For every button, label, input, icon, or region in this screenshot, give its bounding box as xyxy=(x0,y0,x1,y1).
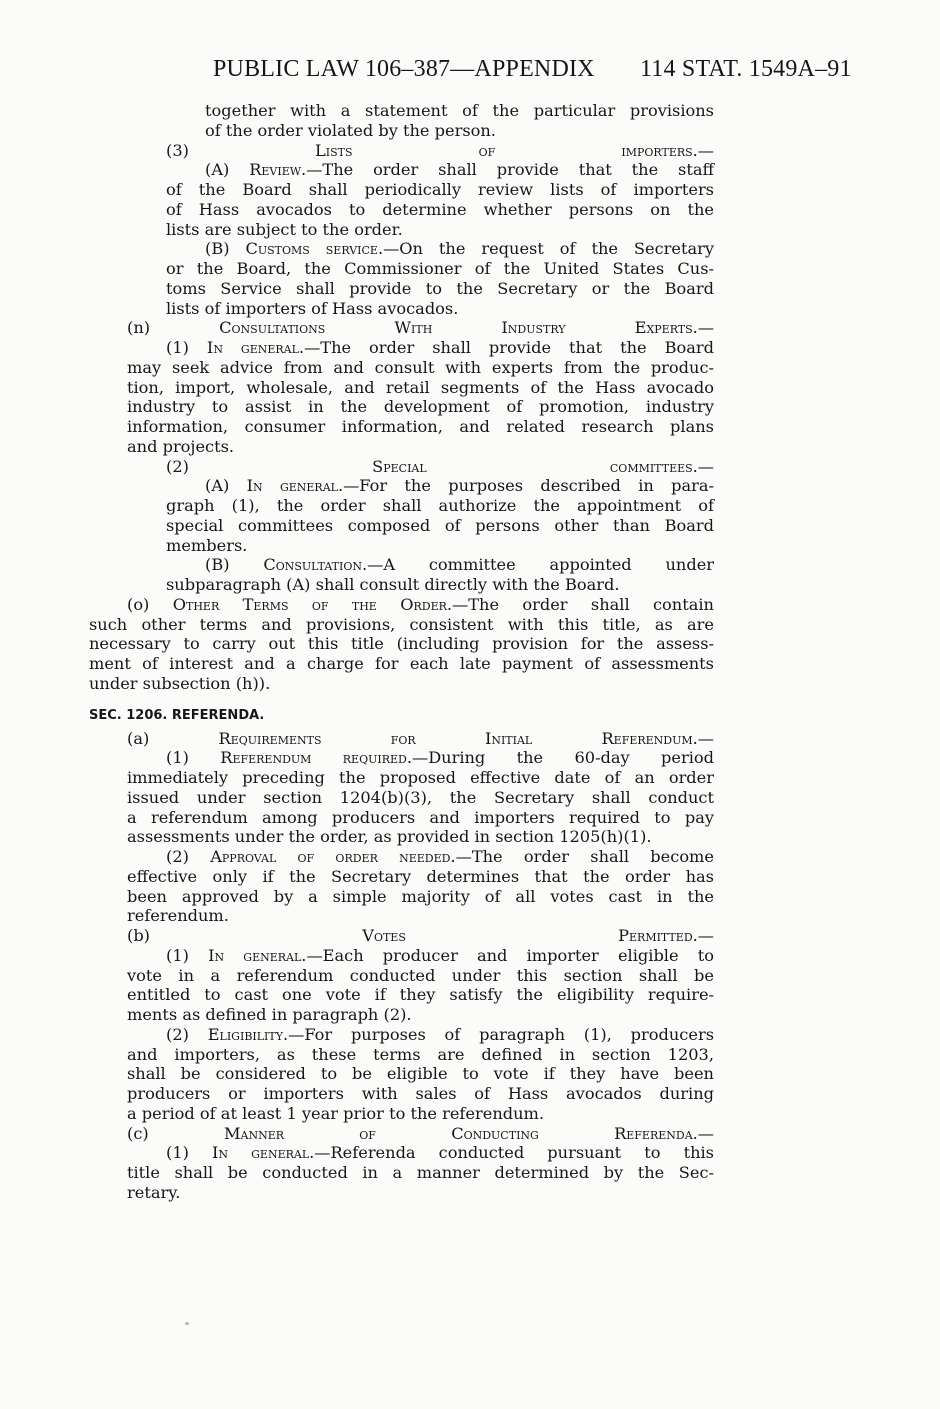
paragraph-heading: Requirements for Initial Referendum.— xyxy=(218,728,714,748)
text-line xyxy=(89,279,714,299)
paragraph-heading: Approval of order needed. xyxy=(210,847,456,866)
line-text: producers or importers with sales of Hass avocados during xyxy=(127,1084,714,1103)
line-text: and projects. xyxy=(127,436,235,456)
paragraph-number: (2) xyxy=(166,847,211,866)
text-line xyxy=(89,615,714,635)
paragraph-text: —The order shall provide that the Board xyxy=(304,338,714,357)
text-line xyxy=(89,358,714,378)
text-line xyxy=(89,788,714,808)
text-line xyxy=(89,595,714,615)
paragraph-text: —The order shall become xyxy=(455,847,714,866)
paragraph-heading: Special committees.— xyxy=(372,456,714,476)
text-line xyxy=(89,1183,714,1203)
text-line xyxy=(89,966,714,986)
section-heading: SEC. 1206. REFERENDA. xyxy=(89,707,265,723)
scan-speck xyxy=(185,1322,189,1325)
paragraph-heading: Review. xyxy=(249,160,307,180)
line-text: immediately preceding the proposed effective date of an order xyxy=(127,768,714,787)
paragraph-heading: In general. xyxy=(212,1143,315,1163)
paragraph-text: —For the purposes described in para- xyxy=(343,476,714,496)
paragraph-number: (B) xyxy=(205,239,246,259)
text-line xyxy=(89,239,714,259)
text-line xyxy=(89,654,714,674)
line-text: information, consumer information, and related research plans xyxy=(127,417,714,436)
line-text: toms Service shall provide to the Secretary or the Board xyxy=(166,278,714,298)
line-text: members. xyxy=(166,535,248,555)
text-line xyxy=(89,160,714,180)
paragraph-text: —The order shall contain xyxy=(452,594,714,614)
text-line xyxy=(89,985,714,1005)
text-line xyxy=(89,847,714,867)
line-text: of the Board shall periodically review lists of importers xyxy=(166,180,714,199)
text-line xyxy=(89,768,714,788)
paragraph-text: —During the 60-day period xyxy=(412,748,714,768)
line-text: issued under section 1204(b)(3), the Secretary shall conduct xyxy=(127,787,714,807)
line-text: and importers, as these terms are defined in section 1203, xyxy=(127,1044,714,1064)
text-line xyxy=(89,299,714,319)
line-text: necessary to carry out this title (including provision for the assess- xyxy=(89,634,714,654)
paragraph-text: —On the request of the Secretary xyxy=(383,239,715,259)
paragraph-number: (1) xyxy=(166,1143,213,1163)
paragraph-number: (o) xyxy=(127,594,173,614)
text-line xyxy=(89,180,714,200)
text-line xyxy=(89,1124,714,1144)
text-line xyxy=(89,516,714,536)
paragraph-heading: Manner of Conducting Referenda.— xyxy=(223,1123,714,1143)
line-text: effective only if the Secretary determines that the order has xyxy=(127,866,714,886)
line-text: industry to assist in the development of promotion, industry xyxy=(127,397,714,417)
text-line xyxy=(89,437,714,457)
text-line xyxy=(89,1143,714,1163)
line-text: subparagraph (A) shall consult directly with the Board. xyxy=(166,575,620,594)
text-line xyxy=(89,748,714,768)
document-body xyxy=(89,101,714,1203)
paragraph-number: (A) xyxy=(205,160,250,180)
text-line xyxy=(89,926,714,946)
text-line xyxy=(89,121,714,141)
paragraph-heading: Consultations With Industry Experts.— xyxy=(219,318,715,338)
text-line xyxy=(89,397,714,417)
line-text: tion, import, wholesale, and retail segments of the Hass avocado xyxy=(127,377,714,397)
line-text: a period of at least 1 year prior to the referendum. xyxy=(127,1103,545,1123)
line-text: or the Board, the Commissioner of the United States Cus- xyxy=(166,259,714,278)
line-text: special committees composed of persons other than Board xyxy=(166,515,714,535)
line-text: of the order violated by the person. xyxy=(205,120,496,140)
line-text: may seek advice from and consult with experts from the produc- xyxy=(127,357,714,377)
paragraph-number: (1) xyxy=(166,748,221,768)
text-line xyxy=(89,200,714,220)
line-text: lists are subject to the order. xyxy=(166,219,403,239)
text-line xyxy=(89,729,714,749)
paragraph-text: —The order shall provide that the staff xyxy=(306,160,715,180)
law-title: PUBLIC LAW 106–387—APPENDIX xyxy=(213,56,595,82)
line-text: ments as defined in paragraph (2). xyxy=(127,1005,412,1024)
paragraph-heading: Customs service. xyxy=(245,239,384,259)
line-text: graph (1), the order shall authorize the appointment of xyxy=(166,496,714,515)
line-text: ment of interest and a charge for each late payment of assessments xyxy=(89,654,714,673)
text-line xyxy=(89,1005,714,1025)
line-text: such other terms and provisions, consistent with this title, as are xyxy=(89,614,714,634)
paragraph-number: (1) xyxy=(166,945,209,965)
text-line xyxy=(89,536,714,556)
paragraph-heading: In general. xyxy=(208,945,307,965)
text-line xyxy=(89,476,714,496)
paragraph-heading: Votes Permitted.— xyxy=(362,926,714,945)
text-line xyxy=(89,417,714,437)
line-text: lists of importers of Hass avocados. xyxy=(166,298,459,318)
line-text: a referendum among producers and importers required to pay xyxy=(127,807,714,827)
paragraph-number: (c) xyxy=(127,1123,224,1143)
paragraph-text: —Each producer and importer eligible to xyxy=(306,945,714,965)
paragraph-number: (n) xyxy=(127,318,220,338)
text-line xyxy=(89,220,714,240)
statute-citation: 114 STAT. 1549A–91 xyxy=(640,56,852,82)
line-text: been approved by a simple majority of all votes cast in the xyxy=(127,886,714,906)
text-line xyxy=(89,457,714,477)
text-line xyxy=(89,674,714,694)
paragraph-heading: In general. xyxy=(246,476,344,496)
line-text: under subsection (h)). xyxy=(89,673,271,693)
text-line xyxy=(89,634,714,654)
paragraph-number: (B) xyxy=(205,555,264,575)
paragraph-number: (a) xyxy=(127,728,219,748)
text-line xyxy=(89,378,714,398)
text-line xyxy=(89,827,714,847)
text-line xyxy=(89,101,714,121)
text-line xyxy=(89,1025,714,1045)
paragraph-heading: Consultation. xyxy=(263,555,368,575)
paragraph-text: —For purposes of paragraph (1), producers xyxy=(288,1024,714,1044)
line-text: together with a statement of the particular provisions xyxy=(205,101,714,120)
line-text: entitled to cast one vote if they satisfy the eligibility require- xyxy=(127,985,714,1005)
text-line xyxy=(89,808,714,828)
paragraph-text: —Referenda conducted pursuant to this xyxy=(314,1143,714,1163)
paragraph-number: (2) xyxy=(166,456,373,476)
paragraph-number: (3) xyxy=(166,140,316,160)
line-text: vote in a referendum conducted under this section shall be xyxy=(127,965,714,985)
line-text: referendum. xyxy=(127,906,229,926)
text-line xyxy=(89,555,714,575)
paragraph-number: (1) xyxy=(166,338,207,357)
paragraph-number: (A) xyxy=(205,476,247,496)
paragraph-heading: In general. xyxy=(206,338,305,357)
paragraph-number: (2) xyxy=(166,1024,208,1044)
paragraph-text: —A committee appointed under xyxy=(367,555,715,575)
line-text: retary. xyxy=(127,1182,181,1202)
text-line xyxy=(89,887,714,907)
text-line xyxy=(89,318,714,338)
line-text: title shall be conducted in a manner determined by the Sec- xyxy=(127,1163,715,1182)
text-line xyxy=(89,1163,714,1183)
paragraph-heading: Lists of importers.— xyxy=(315,140,714,160)
paragraph-heading: Referendum required. xyxy=(220,748,412,768)
text-line xyxy=(89,1104,714,1124)
text-line xyxy=(89,1084,714,1104)
text-line xyxy=(89,946,714,966)
line-text: shall be considered to be eligible to vote if they have been xyxy=(127,1064,714,1084)
text-line xyxy=(89,338,714,358)
text-line xyxy=(89,1045,714,1065)
paragraph-number: (b) xyxy=(127,926,363,945)
paragraph-heading: Eligibility. xyxy=(207,1024,289,1044)
text-line xyxy=(89,575,714,595)
line-text: assessments under the order, as provided in section 1205(h)(1). xyxy=(127,827,652,847)
text-line xyxy=(89,906,714,926)
text-line xyxy=(89,496,714,516)
running-header xyxy=(0,50,940,84)
line-text: of Hass avocados to determine whether persons on the xyxy=(166,199,714,219)
text-line xyxy=(89,1064,714,1084)
text-line xyxy=(89,141,714,161)
paragraph-heading: Other Terms of the Order. xyxy=(172,594,453,614)
text-line xyxy=(89,867,714,887)
text-line xyxy=(89,259,714,279)
